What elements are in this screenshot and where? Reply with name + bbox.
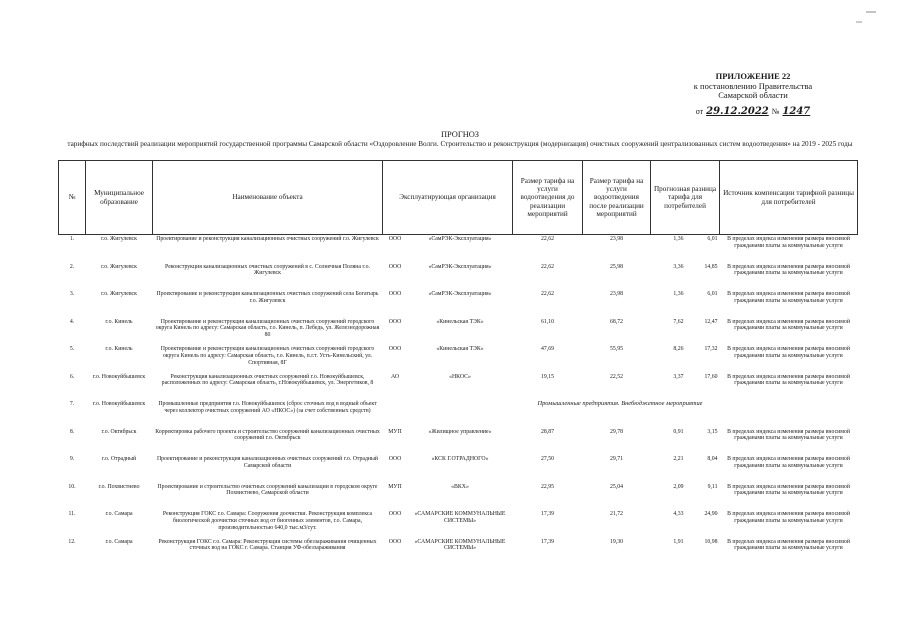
row-org-form: МУП [388,428,402,435]
row-object: Корректировка рабочего проекта и строительство сооружений канализационных очистных сооружений г.о. Октябрьск [155,428,380,442]
appendix-line-2: Самарской области [718,90,788,101]
header-tariff-before: Размер тарифа на услуги водоотведения до реализации мероприятий [513,161,583,235]
row-source: В пределах индекса изменения размера вносимой гражданами платы за коммунальные услуги [727,428,850,442]
row-object: Реконструкция канализационных очистных сооружений в с. Солнечная Поляна г.о. Жигулевск [165,263,370,277]
row-tariff-before: 27,50 [540,456,555,462]
row-tariff-before: 61,10 [540,318,555,325]
row-diff-percent: 8,04 [707,456,718,462]
header-operator: Эксплуатирующая организация [383,161,513,235]
row-org-form: ООО [388,346,402,352]
row-source: В пределах индекса изменения размера вносимой гражданами платы за коммунальные услуги [727,318,850,332]
row-tariff-before: 22,62 [540,291,555,297]
row-object: Промышленные предприятия г.о. Новокуйбышевск (сброс сточных вод в водный объект через коллектор очистных сооружений АО «НКОС») (за счет собственных средств) [158,401,377,414]
row-num: 12. [68,538,76,545]
row-tariff-before: 22,62 [540,263,555,270]
row-diff-percent: 9,11 [707,483,718,490]
row-diff: 1,91 [673,538,684,545]
row-num: 9. [69,456,75,462]
row-source: В пределах индекса изменения размера вносимой гражданами платы за коммунальные услуги [727,483,850,497]
row-special-note: Промышленные предприятия. Внебюджетное мероприятие [537,400,703,407]
document-heading [60,131,860,148]
row-org-form: ООО [388,291,402,297]
row-org-form: ООО [388,236,402,242]
row-num: 10. [68,483,76,490]
row-org-name: «ВКХ» [451,483,469,490]
row-municipality: г.о. Новокуйбышевск [92,401,146,407]
row-tariff-after: 21,72 [609,511,624,517]
row-diff-percent: 24,90 [704,511,718,517]
row-diff-percent: 3,15 [707,428,718,435]
row-tariff-before: 19,15 [540,373,555,380]
row-object: Реконструкция канализационных очистных сооружений г.о. Новокуйбышевск, расположенных по адресу: Самарская область, г.Новокуйбышевск, ул. Энергетиков, 8 [161,373,374,387]
appendix-title: ПРИЛОЖЕНИЕ 22 [715,71,791,81]
row-municipality: г.о. Самара [105,538,133,545]
table-row [59,455,858,483]
row-num: 3. [69,291,75,297]
row-num: 7. [69,401,75,407]
row-diff: 8,26 [673,346,684,352]
row-org-form: ООО [388,263,402,270]
header-municipality: Муниципальное образование [86,161,153,235]
row-tariff-after: 23,98 [609,291,624,297]
row-tariff-after: 68,72 [609,318,624,325]
row-object: Проектирование и реконструкция канализационных очистных сооружений г.о. Жигулевск [156,236,379,242]
row-source: В пределах индекса изменения размера вносимой гражданами платы за коммунальные услуги [727,373,850,387]
table-row [59,510,858,538]
row-diff-percent: 12,47 [704,318,718,325]
row-tariff-after: 55,95 [609,346,624,352]
row-object: Проектирование и реконструкция канализационных очистных сооружений городского округа Кинель по адресу: Самарская область, г.о. Кинель, п.г.т. Усть-Кинельский, ул. Спортивная, 8Г [160,346,375,366]
row-diff: 4,33 [673,511,684,517]
table-row [59,318,858,346]
header-forecast: Прогнозная разница тарифа для потребителей [651,161,720,235]
row-object: Проектирование и реконструкция канализационных очистных сооружений села Богатырь г.о. Жигулевск [156,291,379,304]
row-tariff-after: 23,98 [609,236,624,242]
row-diff: 3,36 [673,263,684,270]
header-num: № [59,161,86,235]
row-source: В пределах индекса изменения размера вносимой гражданами платы за коммунальные услуги [727,291,850,304]
row-diff-percent: 6,01 [707,236,718,242]
row-tariff-after: 29,71 [609,456,624,462]
row-diff-percent: 14,85 [704,263,718,270]
document-title: ПРОГНОЗ [441,130,479,139]
row-num: 11. [68,511,76,517]
row-source: В пределах индекса изменения размера вносимой гражданами платы за коммунальные услуги [727,511,850,524]
table-row [59,235,858,263]
forecast-table [58,160,858,565]
row-source: В пределах индекса изменения размера вносимой гражданами платы за коммунальные услуги [727,456,850,469]
row-org-form: ООО [388,318,402,325]
row-diff: 0,91 [673,428,684,435]
decree-number: 1247 [782,105,811,117]
row-num: 2. [69,263,75,270]
row-diff: 2,21 [673,456,684,462]
row-org-name: «СамРЭК-Эксплуатация» [428,291,492,297]
row-tariff-after: 19,30 [609,538,624,545]
row-num: 8. [69,428,75,435]
row-diff-percent: 17,32 [704,346,718,352]
row-num: 5. [69,346,75,352]
row-tariff-before: 28,87 [540,428,555,435]
row-tariff-after: 22,52 [609,373,624,380]
row-tariff-before: 22,95 [540,483,555,490]
row-org-form: ООО [388,456,402,462]
row-org-form: ООО [388,511,402,517]
table-header-row [59,161,858,235]
table-row [59,538,858,566]
header-object: Наименование объекта [153,161,383,235]
row-org-name: «НКОС» [449,373,471,380]
row-org-name: «САМАРСКИЕ КОММУНАЛЬНЫЕ СИСТЕМЫ» [414,538,506,552]
table-row [59,400,858,428]
row-object: Реконструкция ГОКС г.о. Самара: Реконструкция системы обеззараживания очищенных сточных вод на ГОКС г. Самара. Станция УФ-обеззараживания [158,538,377,552]
row-diff: 2,09 [673,483,684,490]
row-diff-percent: 6,01 [707,291,718,297]
row-diff: 1,36 [673,291,684,297]
row-municipality: г.о. Жигулевск [101,263,137,270]
row-municipality: г.о. Кинель [105,346,133,352]
row-org-name: «СамРЭК-Эксплуатация» [428,263,492,270]
date-prefix: от [695,106,704,116]
row-municipality: г.о. Жигулевск [101,236,137,242]
decree-reference [648,107,858,117]
row-diff: 7,62 [673,318,684,325]
document-subtitle: тарифных последствий реализации мероприятий государственной программы Самарской области «Оздоровление Волги. Строительство и реконструкция (модернизация) очистных сооружений централизованных систем водоотведения» на 2019 - 2025 годы [67,139,853,148]
row-municipality: г.о. Жигулевск [101,291,137,297]
header-tariff-after: Размер тарифа на услуги водоотведения после реализации мероприятий [583,161,651,235]
row-source: В пределах индекса изменения размера вносимой гражданами платы за коммунальные услуги [727,263,850,277]
decree-date: 29.12.2022 [706,105,769,117]
row-source: В пределах индекса изменения размера вносимой гражданами платы за коммунальные услуги [727,346,850,359]
row-object: Проектирование и реконструкция канализационных очистных сооружений городского округа Кинель по адресу: Самарская область, г.о. Кинель, п. Лебедь, ул. Железнодорожная 80 [155,318,380,339]
row-tariff-after: 29,78 [609,428,624,435]
row-municipality: г.о. Кинель [105,318,133,325]
row-org-name: «Кинельская ТЭК» [436,346,484,352]
row-diff-percent: 10,98 [704,538,718,545]
row-org-form: ООО [388,538,402,545]
row-object: Проектирование и реконструкция канализационных очистных сооружений г.о. Отрадный Самарской области [156,456,379,469]
row-num: 1. [69,236,75,242]
row-object: Проектирование и строительство очистных сооружений канализации в городском округе Похвистнево, Самарской области [157,483,378,497]
row-org-form: АО [390,373,400,380]
row-object: Реконструкция ГОКС г.о. Самара: Сооружения доочистки. Реконструкция комплекса биологической доочистки сточных вод от биогенных элементов, г.о. Самара, производительностью 640,0 тыс.м3/сут. [162,511,373,531]
row-org-name: «САМАРСКИЕ КОММУНАЛЬНЫЕ СИСТЕМЫ» [414,511,506,524]
table-row [59,428,858,456]
row-source: В пределах индекса изменения размера вносимой гражданами платы за коммунальные услуги [727,538,850,552]
table-row [59,345,858,373]
row-tariff-before: 17,39 [540,511,555,517]
row-tariff-before: 22,62 [540,236,555,242]
row-tariff-after: 25,98 [609,263,624,270]
row-tariff-before: 17,39 [540,538,555,545]
row-num: 6. [69,373,75,380]
row-municipality: г.о. Похвистнево [98,483,140,490]
table-row [59,483,858,511]
row-municipality: г.о. Самара [105,511,133,517]
appendix-line-1: к постановлению Правительства [693,80,813,91]
row-diff: 1,36 [673,236,684,242]
appendix-block [648,72,858,116]
table-row [59,290,858,318]
row-num: 4. [69,318,75,325]
row-tariff-after: 25,04 [609,483,624,490]
row-org-name: «Кинельская ТЭК» [436,318,484,325]
row-diff-percent: 17,60 [704,373,718,380]
header-source: Источник компенсации тарифной разницы для потребителей [720,161,858,235]
row-tariff-before: 47,69 [540,346,555,352]
row-municipality: г.о. Новокуйбышевск [92,373,146,380]
row-source: В пределах индекса изменения размера вносимой гражданами платы за коммунальные услуги [727,236,850,249]
row-diff: 3,37 [673,373,684,380]
row-org-name: «КСК Г.ОТРАДНОГО» [431,456,489,462]
row-org-form: МУП [388,483,402,490]
row-org-name: «Жилищное управление» [428,428,492,435]
number-prefix: № [771,106,780,116]
row-municipality: г.о. Октябрьск [101,428,137,435]
table-row [59,373,858,401]
table-row [59,263,858,291]
row-org-name: «СамРЭК-Эксплуатация» [428,236,492,242]
row-municipality: г.о. Отрадный [101,456,137,462]
